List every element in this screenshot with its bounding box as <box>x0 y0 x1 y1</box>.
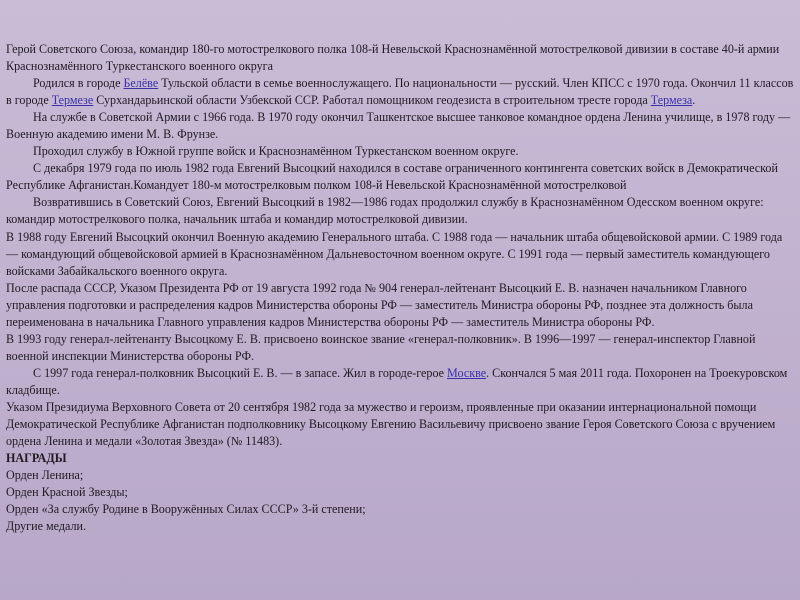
text-run: Возвратившись в Советский Союз, Евгений Высоцкий в 1982—1986 годах продолжил службу в Краснознамённом Одесском военном округе: командир мотострелкового полка, начальник штаба и командир мотострелковой дивизии. <box>6 195 764 227</box>
paragraph <box>6 331 795 365</box>
paragraph <box>6 229 795 280</box>
text-run: Другие медали. <box>6 519 87 534</box>
hyperlink[interactable]: Термезе <box>51 93 94 108</box>
paragraph <box>6 160 795 194</box>
text-run: На службе в Советской Армии с 1966 года. В 1970 году окончил Ташкентское высшее танковое командное ордена Ленина училище, в 1978 году — Военную академию имени М. В. Фрунзе. <box>6 110 791 142</box>
hyperlink[interactable]: Термеза <box>650 93 693 108</box>
text-run: В 1988 году Евгений Высоцкий окончил Военную академию Генерального штаба. С 1988 года — начальник штаба общевойсковой армии. С 1989 года — командующий общевойсковой армией в Краснознамённом Дальневосточном военном округе. С 1991 года — первый заместитель командующего войсками Забайкальского военного округа. <box>6 229 783 278</box>
text-run: Проходил службу в Южной группе войск и Краснознамённом Туркестанском военном округе. <box>33 144 519 159</box>
paragraph <box>6 484 795 501</box>
text-run: Герой Советского Союза, командир 180-го мотострелкового полка 108-й Невельской Краснознамённой мотострелковой дивизии в составе 40-й армии Краснознамённого Туркестанского военного округа <box>6 42 780 74</box>
paragraph <box>6 518 795 535</box>
biography-text-block <box>6 41 795 535</box>
text-run: Сурхандарьинской области Узбекской ССР. Работал помощником геодезиста в строительном тресте города <box>93 93 651 108</box>
paragraph <box>6 501 795 518</box>
paragraph <box>6 143 795 160</box>
text-run: Орден Красной Звезды; <box>6 485 128 500</box>
text-run: После распада СССР, Указом Президента РФ от 19 августа 1992 года № 904 генерал-лейтенант Высоцкий Е. В. назначен начальником Главного управления подготовки и распределения кадров Министерства обороны РФ — заместитель Министра обороны РФ, позднее эта должность была переименована в начальника Главного управления кадров Министерства обороны РФ — заместитель Министра обороны РФ. <box>6 280 753 329</box>
text-run: Указом Президиума Верховного Совета от 20 сентября 1982 года за мужество и героизм, проявленные при оказании интернациональной помощи Демократической Республике Афганистан подполковнику Высоцкому Евгению Васильевичу присвоено звание Героя Советского Союза с вручением ордена Ленина и медали «Золотая Звезда» (№ 11483). <box>6 399 776 449</box>
text-run: Родился в городе <box>33 76 124 91</box>
text-run: С 1997 года генерал-полковник Высоцкий Е. В. — в запасе. Жил в городе-герое <box>33 365 448 380</box>
text-run: С декабря 1979 года по июль 1982 года Евгений Высоцкий находился в составе ограниченного контингента советских войск в Демократической Республике Афганистан.Командует 180-м мотострелковым полком 108-й Невельской Краснознамённой мотострелковой <box>6 161 778 193</box>
text-run: В 1993 году генерал-лейтенанту Высоцкому Е. В. присвоено воинское звание «генерал-полковник». В 1996—1997 — генерал-инспектор Главной военной инспекции Министерства обороны РФ. <box>6 331 756 363</box>
paragraph <box>6 399 795 450</box>
section-heading <box>6 450 795 467</box>
paragraph <box>6 280 795 331</box>
paragraph <box>6 467 795 484</box>
paragraph <box>6 109 795 143</box>
paragraph <box>6 41 795 75</box>
paragraph <box>6 75 795 109</box>
paragraph <box>6 194 795 228</box>
hyperlink[interactable]: Белёве <box>123 76 159 91</box>
text-run: Орден Ленина; <box>6 468 84 483</box>
text-run: НАГРАДЫ <box>6 451 67 466</box>
paragraph <box>6 365 795 399</box>
text-run: . Скончался 5 мая 2011 года. Похоронен на Троекуровском кладбище. <box>6 365 788 397</box>
text-run: Тульской области в семье военнослужащего. По национальности — русский. Член КПСС с 1970 года. Окончил 11 классов в городе <box>6 76 794 108</box>
text-run: . <box>692 93 696 108</box>
hyperlink[interactable]: Москве <box>447 365 487 380</box>
text-run: Орден «За службу Родине в Вооружённых Силах СССР» 3-й степени; <box>6 502 366 517</box>
